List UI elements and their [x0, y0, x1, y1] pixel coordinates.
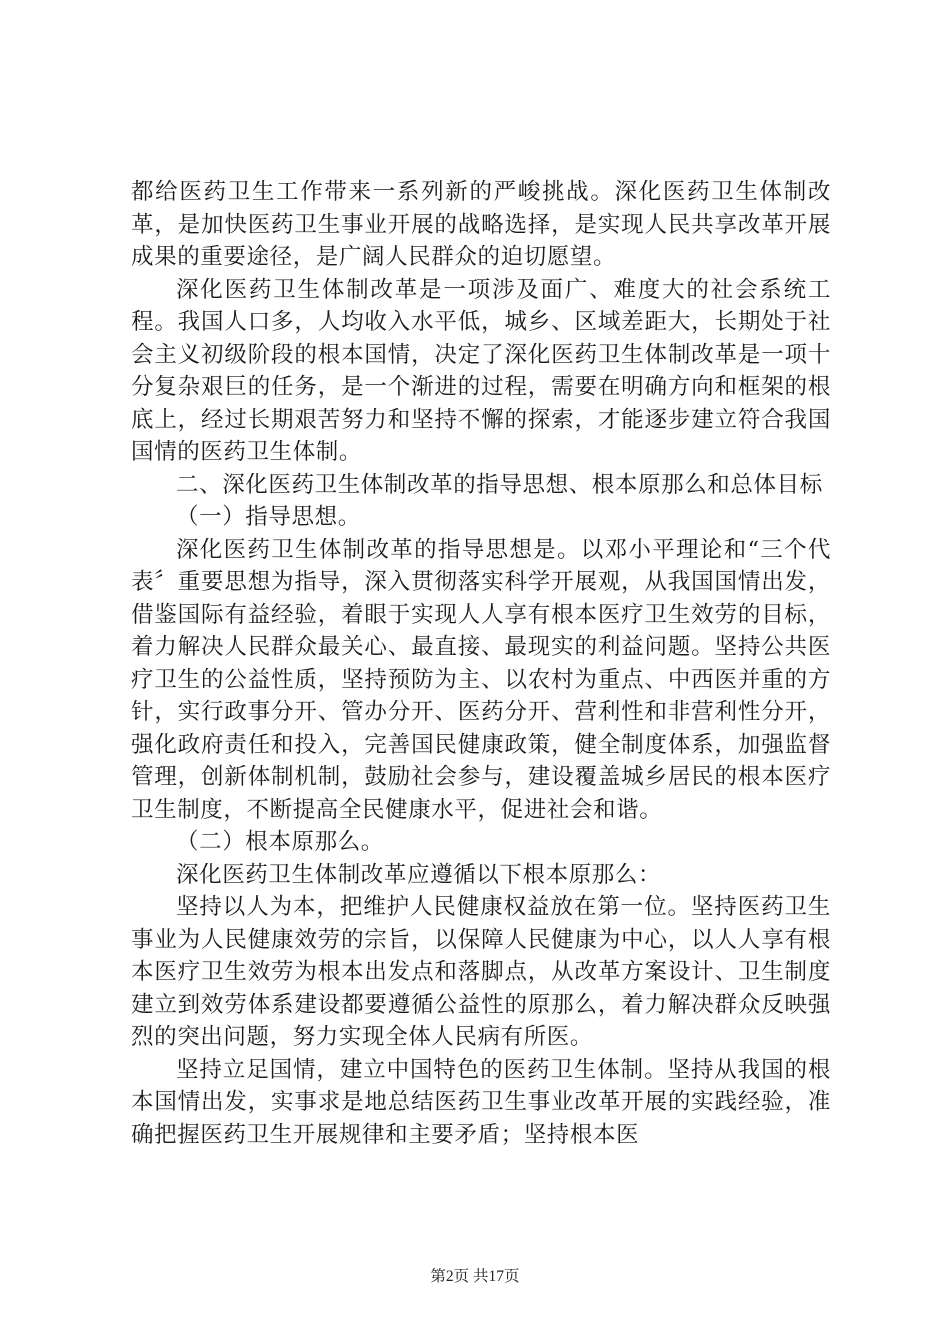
paragraph-guiding-ideology: 深化医药卫生体制改革的指导思想是。以邓小平理论和“三个代表〞重要思想为指导，深入贯彻落实科学开展观，从我国国情出发，借鉴国际有益经验，着眼于实现人人享有根本医疗卫生效劳的目标，着力解决人民群众最关心、最直接、最现实的利益问题。坚持公共医疗卫生的公益性质，坚持预防为主、以农村为重点、中西医并重的方针，实行政事分开、管办分开、医药分开、营利性和非营利性分开，强化政府责任和投入，完善国民健康政策，健全制度体系，加强监督管理，创新体制机制，鼓励社会参与，建设覆盖城乡居民的根本医疗卫生制度，不断提高全民健康水平，促进社会和谐。 [131, 536, 831, 823]
subsection-heading-guiding-ideology: （一）指导思想。 [176, 504, 361, 530]
subsection-heading-basic-principles: （二）根本原那么。 [176, 829, 384, 855]
document-body [131, 176, 831, 1151]
section-heading: 二、深化医药卫生体制改革的指导思想、根本原那么和总体目标 [176, 471, 823, 498]
paragraph-national-conditions: 坚持立足国情，建立中国特色的医药卫生体制。坚持从我国的根本国情出发，实事求是地总结医药卫生事业改革开展的实践经验，准确把握医药卫生开展规律和主要矛盾；坚持根本医 [131, 1056, 831, 1148]
paragraph-continuation: 都给医药卫生工作带来一系列新的严峻挑战。深化医药卫生体制改革，是加快医药卫生事业开展的战略选择，是实现人民共享改革开展成果的重要途径，是广阔人民群众的迫切愿望。 [131, 179, 831, 270]
paragraph-principles-intro: 深化医药卫生体制改革应遵循以下根本原那么： [176, 861, 662, 888]
paragraph-reform-complexity: 深化医药卫生体制改革是一项涉及面广、难度大的社会系统工程。我国人口多，人均收入水平低，城乡、区域差距大，长期处于社会主义初级阶段的根本国情，决定了深化医药卫生体制改革是一项十分复杂艰巨的任务，是一个渐进的过程，需要在明确方向和框架的根底上，经过长期艰苦努力和坚持不懈的探索，才能逐步建立符合我国国情的医药卫生体制。 [131, 276, 831, 465]
page-number-footer: 第2页 共17页 [430, 1268, 520, 1285]
paragraph-people-oriented: 坚持以人为本，把维护人民健康权益放在第一位。坚持医药卫生事业为人民健康效劳的宗旨，以保障人民健康为中心，以人人享有根本医疗卫生效劳为根本出发点和落脚点，从改革方案设计、卫生制度建立到效劳体系建设都要遵循公益性的原那么，着力解决群众反映强烈的突出问题，努力实现全体人民病有所医。 [131, 894, 831, 1050]
